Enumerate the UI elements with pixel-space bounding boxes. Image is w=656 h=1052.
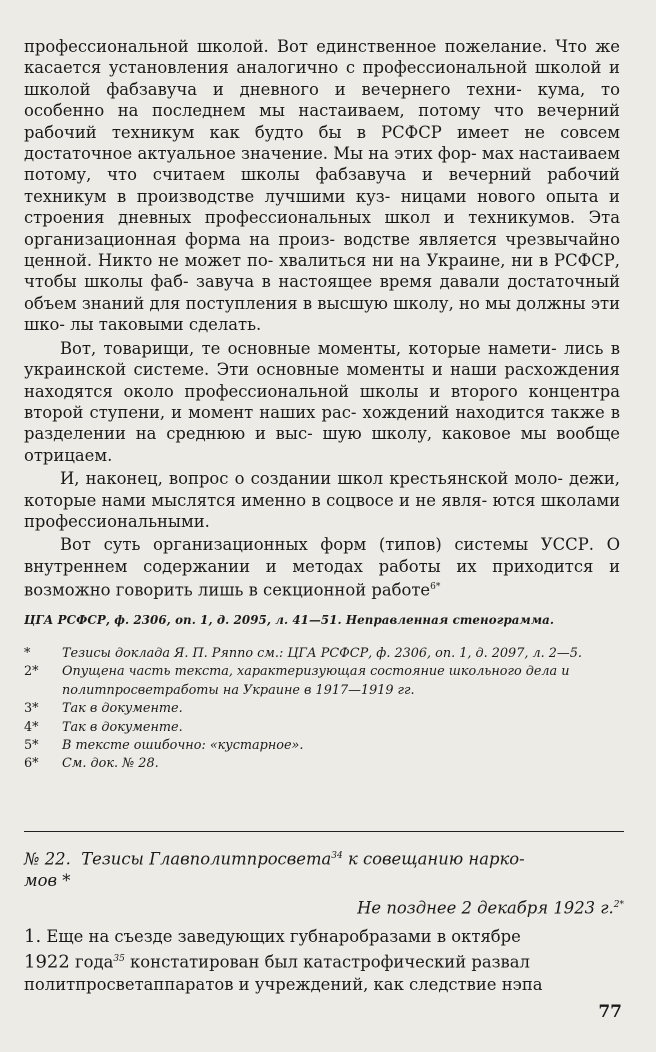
footnote-text: Тезисы доклада Я. П. Ряппо см.: ЦГА РСФСР, ф. 2306, оп. 1, д. 2097, л. 2—5. [62, 646, 582, 661]
text-line: хвалиться ни на Украине, ни в РСФСР, чтобы школы фаб- [24, 251, 621, 292]
text-line: констатирован был катастрофический развал [130, 952, 530, 972]
text-line: завуча в настоящее время давали достаточный объем знаний [24, 272, 620, 313]
footnote-mark: 3* [24, 701, 39, 717]
main-text [24, 36, 620, 601]
footnote [24, 737, 624, 755]
footnote-text: В тексте ошибочно: «кустарное». [62, 738, 304, 754]
footnotes [24, 645, 624, 774]
footnote [24, 645, 624, 663]
footnote-text: Так в документе. [62, 719, 183, 735]
footnote-text: Так в документе. [62, 701, 183, 717]
footnote-text: Опущена часть текста, характеризующая состояние школьного дела и политпросветработы на Украине в 1917—1919 гг. [62, 664, 570, 698]
footnote [24, 755, 624, 773]
paragraph-1 [24, 36, 620, 336]
section-divider [24, 831, 624, 832]
text-line: расхождения находятся около профессиональной школы и [24, 360, 620, 401]
footnote-mark: 6* [24, 756, 39, 772]
item-number: 1. [24, 926, 42, 947]
text-line: Еще на съезде заведующих губнаробразами в октябре [46, 927, 521, 946]
text-line: политпросветаппаратов и учреждений, как следствие нэпа [24, 975, 543, 995]
date-text: Не позднее 2 декабря 1923 г. [357, 898, 614, 918]
text-line: ются школами профессиональными. [24, 490, 620, 531]
heading-title-line-1 [24, 845, 624, 870]
text-line: не совсем достаточное актуальное значение. Мы на этих фор- [24, 122, 621, 164]
text-line: профессиональной школой. Вот единственное пожелание. Что [24, 37, 587, 56]
document-date [24, 894, 624, 919]
text-line [24, 948, 624, 973]
text-line: Вот суть организационных форм (типов) системы УССР. [60, 535, 594, 555]
heading-title-line-2 [24, 870, 624, 892]
year: 1922 [24, 951, 70, 973]
text-line: хождений находится также в разделении на среднюю и выс- [24, 402, 620, 444]
document-heading [24, 845, 624, 920]
text-line [24, 925, 624, 948]
text-line: лы таковыми сделать. [70, 315, 262, 335]
text-line: лись в украинской системе. Эти основные моменты и наши [24, 338, 620, 380]
footnote-mark: 5* [24, 738, 39, 754]
text-line: для поступления в высшую школу, но мы должны эти шко- [24, 293, 620, 335]
footnote [24, 663, 624, 700]
paragraph-2 [24, 338, 620, 466]
footnote-ref: 6* [430, 582, 441, 593]
footnote-ref: 2* [613, 900, 624, 911]
footnote-mark: 2* [24, 664, 39, 680]
document-number: № 22. [24, 849, 71, 869]
footnote-ref: * [62, 871, 71, 891]
footnote [24, 719, 624, 737]
text-line: школ и техникумов. Эта организационная форма на произ- [24, 208, 620, 249]
text-line: водстве является чрезвычайно ценной. Никто не может по- [24, 229, 620, 271]
heading-title: к совещанию нарко- [347, 849, 525, 869]
text-line: шую школу, каковое мы вообще отрицаем. [24, 424, 620, 465]
footnote-mark: 4* [24, 719, 39, 735]
footnote-text: См. док. № 28. [62, 756, 159, 772]
footnote-ref: 35 [113, 954, 125, 964]
text-line: школой и школой фабзавуча и дневного и вечернего техни- [24, 58, 620, 99]
text-line: дежи, которые нами мыслятся именно в соцвосе и не явля- [24, 469, 620, 510]
text-line: и возможно говорить лишь в секционной работе [24, 556, 620, 600]
footnote-ref: 34 [331, 851, 343, 861]
text-line: ницами нового опыта и строения дневных профессиональных [24, 186, 620, 228]
document-body [24, 925, 624, 996]
page-number: 77 [598, 1002, 622, 1022]
footnote [24, 700, 624, 718]
text-line: года [75, 952, 114, 972]
text-line: Вот, товарищи, те основные моменты, которые намети- [60, 338, 557, 358]
paragraph-3 [24, 468, 620, 532]
text-line: О внутреннем содержании и методах работы их приходится [24, 535, 620, 576]
paragraph-4 [24, 534, 620, 601]
heading-title: Тезисы Главполитпросвета [81, 849, 332, 869]
text-line: вечерний рабочий техникум как будто бы в РСФСР имеет [24, 101, 620, 142]
footnote-mark: * [24, 646, 31, 661]
text-line: второго концентра второй ступени, и момент наших рас- [24, 381, 620, 422]
heading-title: мов [24, 871, 57, 891]
text-line: же касается установления аналогично с профессиональной [24, 37, 620, 78]
text-line: мах настаиваем потому, что считаем школы фабзавуча и [24, 144, 620, 185]
text-line: вечерний рабочий техникум в производстве лучшими куз- [24, 165, 620, 206]
text-line: И, наконец, вопрос о создании школ крестьянской моло- [60, 469, 563, 489]
archive-source-citation: ЦГА РСФСР, ф. 2306, оп. 1, д. 2095, л. 41—51. Неправленная стенограмма. [24, 613, 555, 627]
text-line: кума, то особенно на последнем мы настаиваем, потому что [24, 79, 620, 121]
